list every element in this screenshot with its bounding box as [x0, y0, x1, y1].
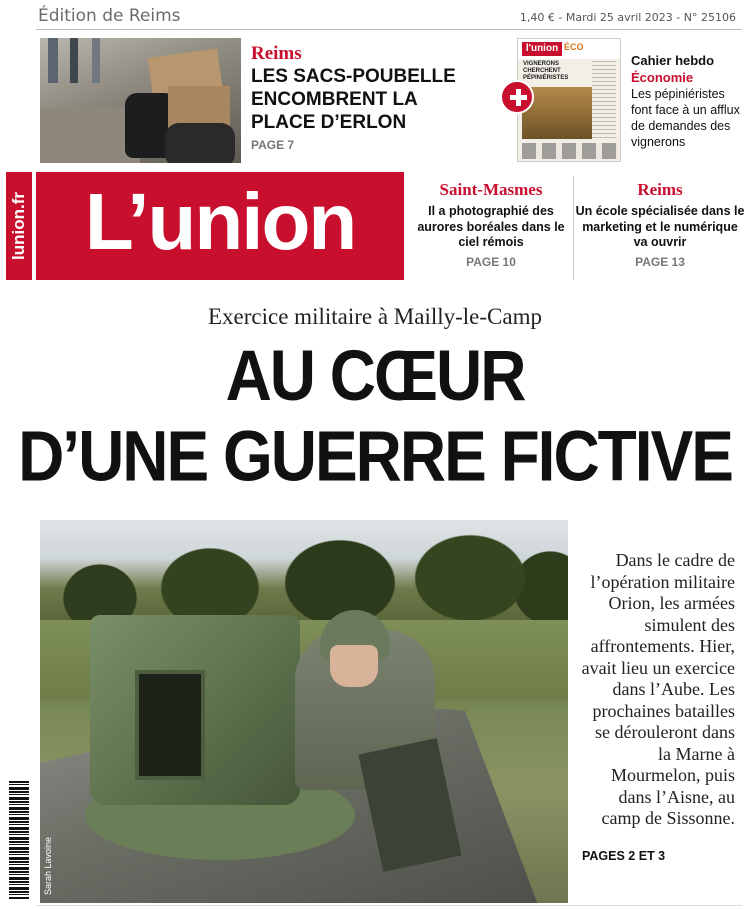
photo-pedestrians: [48, 38, 118, 83]
main-pages-ref: PAGES 2 ET 3: [582, 849, 666, 863]
teaser-mid-kicker: Saint-Masmes: [439, 180, 543, 199]
teaser-mid-1[interactable]: [406, 180, 576, 269]
barcode: [6, 778, 32, 902]
photo-face: [330, 645, 378, 687]
cover-headline: VIGNERONS CHERCHENT PÉPINIÉRISTES: [523, 61, 569, 81]
photo-credit: Sarah Lavoine: [43, 836, 53, 895]
header-divider: [36, 29, 742, 30]
teaser-top-title[interactable]: LES SACS-POUBELLE ENCOMBRENT LA PLACE D’ERLON: [251, 66, 456, 133]
teaser-top-page: PAGE 7: [251, 138, 295, 152]
cahier-section: Économie: [631, 70, 694, 85]
teaser-photo-trash-bags[interactable]: [40, 38, 241, 163]
cover-tag: ÉCO: [564, 42, 584, 52]
main-headline[interactable]: [0, 335, 750, 496]
teaser-mid-title: Il a photographié des aurores boréales dans le ciel rémois: [417, 204, 565, 249]
teaser-top-kicker: Reims: [251, 43, 302, 64]
photo-trees: [40, 528, 568, 623]
cahier-text[interactable]: Les pépiniéristes font face à un afflux de demandes des vignerons: [631, 87, 740, 149]
logo-text: L’union: [84, 177, 356, 266]
website-url-band: [6, 172, 32, 280]
teaser-mid-2[interactable]: [575, 180, 745, 269]
cover-brand: l'union: [522, 42, 562, 56]
headline-line-2: D’UNE GUERRE FICTIVE: [18, 415, 732, 497]
edition-label: Édition de Reims: [38, 6, 181, 26]
main-kicker: Exercice militaire à Mailly-le-Camp: [208, 304, 542, 329]
teaser-mid-kicker: Reims: [637, 180, 683, 199]
main-body-text: Dans le cadre de l’opération militaire Orion, les armées simulent des affrontements. Hier, avait lieu un exercice dans l’Aube. Les prochaines batailles se dérouleront dans la Marne à Mourmelon, puis dans l’Aisne, au camp de Sissonne.: [581, 550, 735, 828]
teaser-mid-title: Un école spécialisée dans le marketing et le numérique va ouvrir: [575, 204, 745, 249]
teaser-mid-page: PAGE 10: [466, 254, 516, 269]
teaser-mid-page: PAGE 13: [635, 254, 685, 269]
photo-trash-bag: [165, 123, 235, 163]
cover-bottom-thumbs: [522, 143, 618, 159]
headline-line-1: AU CŒUR: [225, 335, 525, 416]
column-divider: [573, 176, 574, 280]
masthead-logo[interactable]: [36, 172, 404, 280]
cover-side-column: [592, 61, 616, 139]
plus-icon: [500, 80, 534, 114]
website-url: lunion.fr: [9, 192, 28, 260]
main-photo-soldier-tank[interactable]: [40, 520, 568, 903]
price-date-issue: 1,40 € - Mardi 25 avril 2023 - N° 25106: [519, 11, 736, 24]
photo-turret-hatch: [135, 670, 205, 780]
cahier-label: Cahier hebdo: [631, 53, 715, 68]
bottom-divider: [36, 905, 742, 906]
